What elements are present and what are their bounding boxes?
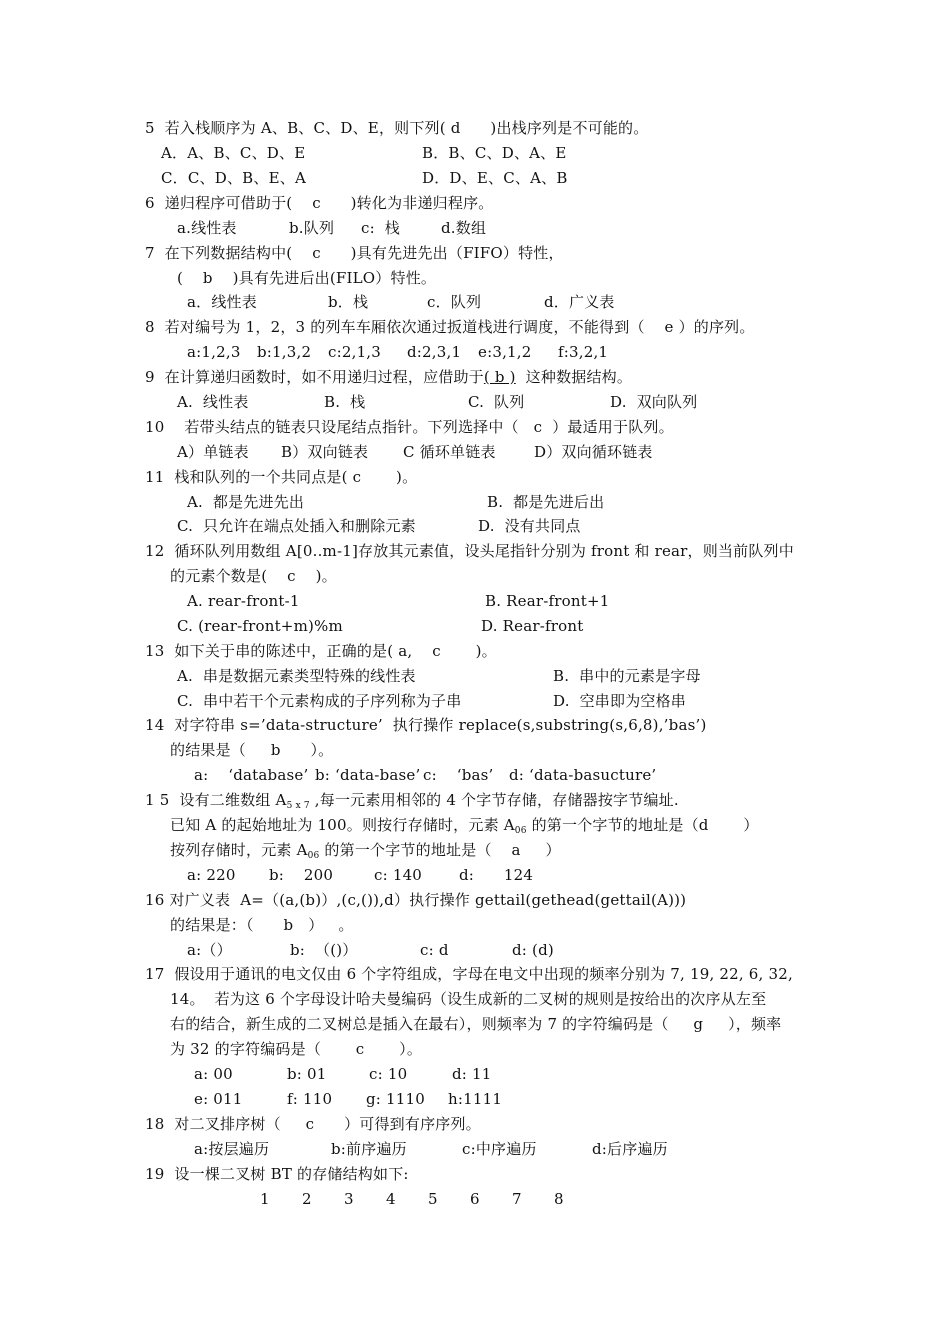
question-17-stem-line-1: 17 假设用于通讯的电文仅由 6 个字符组成，字母在电文中出现的频率分别为 7, 19, 22, 6, 32, [145, 965, 793, 983]
question-18-option-a: a:按层遍历 [194, 1140, 270, 1158]
question-15-row-tail: 的第一个字节的地址是（d ） [526, 816, 759, 834]
question-12-stem: 12 循环队列用数组 A[0..m-1]存放其元素值，设头尾指针分别为 front 和 rear，则当前队列中 [145, 542, 794, 560]
question-15-option-c: c: 140 [374, 866, 423, 884]
question-13-option-d: D. 空串即为空格串 [553, 692, 686, 710]
question-5-stem: 5 若入栈顺序为 A、B、C、D、E，则下列( d )出栈序列是不可能的。 [145, 119, 649, 137]
question-8-option-f: f:3,2,1 [558, 343, 609, 361]
question-19-index-3: 3 [344, 1190, 354, 1208]
question-9-option-d: D. 双向队列 [610, 393, 698, 411]
question-8-stem: 8 若对编号为 1，2，3 的列车车厢依次通过扳道栈进行调度，不能得到（ e ）的序列。 [145, 318, 755, 336]
question-11-option-c: C. 只允许在端点处插入和删除元素 [177, 517, 416, 535]
question-6-option-c: c: 栈 [361, 219, 400, 237]
question-9-option-b: B. 栈 [324, 393, 366, 411]
question-9-option-a: A. 线性表 [177, 393, 249, 411]
question-10-option-c: C 循环单链表 [403, 443, 496, 461]
question-16-option-b: b: （()） [290, 941, 358, 959]
question-13-option-a: A. 串是数据元素类型特殊的线性表 [177, 667, 416, 685]
question-11-option-d: D. 没有共同点 [478, 517, 581, 535]
question-10-stem: 10 若带头结点的链表只设尾结点指针。下列选择中（ c ）最适用于队列。 [145, 418, 674, 436]
question-6-option-d: d.数组 [441, 219, 487, 237]
question-18-option-d: d:后序遍历 [592, 1140, 668, 1158]
question-15-option-b: b: 200 [269, 866, 334, 884]
question-17-option-g: g: 1110 [366, 1090, 425, 1108]
question-15-col-major [170, 840, 561, 866]
question-10-option-d: D）双向循环链表 [534, 443, 653, 461]
question-9-option-c: C. 队列 [468, 393, 525, 411]
question-9-stem-text: 9 在计算递归函数时，如不用递归过程，应借助于 [145, 368, 484, 386]
question-19-index-1: 1 [260, 1190, 270, 1208]
question-5-option-a: A．A、B、C、D、E [161, 144, 306, 162]
question-10-option-a: A）单链表 [177, 443, 249, 461]
question-17-stem-line-3: 右的结合，新生成的二叉树总是插入在最右），则频率为 7 的字符编码是（ g ），频率 [170, 1015, 782, 1033]
question-7-stem-continued: ( b )具有先进后出(FILO）特性。 [177, 269, 437, 287]
question-8-option-c: c:2,1,3 [328, 343, 382, 361]
question-11-stem: 11 栈和队列的一个共同点是( c )。 [145, 468, 418, 486]
question-19-index-8: 8 [554, 1190, 564, 1208]
question-7-option-a: a．线性表 [187, 293, 257, 311]
question-7-option-d: d．广义表 [544, 293, 615, 311]
question-15-stem-text: 1 5 设有二维数组 A [145, 791, 287, 809]
question-18-option-c: c:中序遍历 [462, 1140, 537, 1158]
question-8-option-d: d:2,3,1 [407, 343, 462, 361]
question-5-option-d: D．D、E、C、A、B [422, 169, 568, 187]
question-12-option-d: D. Rear-front [481, 617, 584, 635]
question-16-option-c: c: d [420, 941, 449, 959]
question-17-option-b: b: 01 [287, 1065, 327, 1083]
question-17-option-c: c: 10 [369, 1065, 408, 1083]
question-14-option-b: b: ‘data-base’ [315, 766, 421, 784]
question-15-stem-tail: ,每一元素用相邻的 4 个字节存储，存储器按字节编址. [309, 791, 679, 809]
question-8-option-b: b:1,3,2 [257, 343, 312, 361]
question-12-stem-continued: 的元素个数是( c )。 [170, 567, 337, 585]
question-9-stem [145, 367, 632, 387]
question-19-stem: 19 设一棵二叉树 BT 的存储结构如下: [145, 1165, 409, 1183]
question-14-option-a: a: ‘database’ [194, 766, 309, 784]
question-14-option-c: c: ‘bas’ [423, 766, 494, 784]
question-13-option-b: B. 串中的元素是字母 [553, 667, 701, 685]
question-15-row-subscript: 06 [514, 826, 527, 836]
question-15-option-a: a: 220 [187, 866, 236, 884]
question-11-option-b: B. 都是先进后出 [487, 493, 605, 511]
question-7-option-b: b．栈 [328, 293, 369, 311]
question-17-option-h: h:1111 [448, 1090, 503, 1108]
question-16-stem-continued: 的结果是：（ b ） 。 [170, 916, 354, 934]
question-7-option-c: c．队列 [427, 293, 482, 311]
question-6-option-a: a.线性表 [177, 219, 237, 237]
question-11-option-a: A. 都是先进先出 [187, 493, 305, 511]
question-8-option-e: e:3,1,2 [478, 343, 532, 361]
question-15-col-text: 按列存储时，元素 A [170, 841, 308, 859]
question-17-option-f: f: 110 [287, 1090, 333, 1108]
question-15-row-major [170, 815, 759, 841]
question-15-row-text: 已知 A 的起始地址为 100。则按行存储时，元素 A [170, 816, 515, 834]
question-14-stem-continued: 的结果是（ b ）。 [170, 741, 334, 759]
question-19-index-4: 4 [386, 1190, 396, 1208]
question-6-option-b: b.队列 [289, 219, 335, 237]
question-15-col-subscript: 06 [307, 851, 320, 861]
question-17-option-e: e: 011 [194, 1090, 243, 1108]
question-8-option-a: a:1,2,3 [187, 343, 241, 361]
question-5-option-c: C．C、D、B、E、A [161, 169, 306, 187]
question-17-stem-line-4: 为 32 的字符编码是（ c ）。 [170, 1040, 423, 1058]
question-7-stem: 7 在下列数据结构中( c )具有先进先出（FIFO）特性， [145, 244, 564, 262]
question-6-stem: 6 递归程序可借助于( c )转化为非递归程序。 [145, 194, 494, 212]
question-10-option-b: B）双向链表 [281, 443, 369, 461]
question-19-index-6: 6 [470, 1190, 480, 1208]
question-19-index-2: 2 [302, 1190, 312, 1208]
question-17-option-a: a: 00 [194, 1065, 233, 1083]
question-5-option-b: B．B、C、D、A、E [422, 144, 567, 162]
question-15-option-d: d: 124 [459, 866, 534, 884]
question-12-option-a: A. rear-front-1 [187, 592, 300, 610]
question-12-option-c: C. (rear-front+m)%m [177, 617, 343, 635]
question-14-stem: 14 对字符串 s=’data-structure’ 执行操作 replace(s,substring(s,6,8),’bas’) [145, 716, 707, 734]
question-16-stem: 16 对广义表 A=（(a,(b)）,(c,()),d）执行操作 gettail(gethead(gettail(A))) [145, 891, 687, 909]
question-15-col-tail: 的第一个字节的地址是（ a ） [319, 841, 561, 859]
question-16-option-d: d: (d) [512, 941, 554, 959]
question-13-stem: 13 如下关于串的陈述中，正确的是( a, c )。 [145, 642, 497, 660]
question-17-option-d: d: 11 [452, 1065, 492, 1083]
question-14-option-d: d: ‘data-basucture’ [509, 766, 657, 784]
question-13-option-c: C. 串中若干个元素构成的子序列称为子串 [177, 692, 462, 710]
question-15-array-dims: 5 x 7 [286, 801, 310, 811]
question-9-answer: ( b ) [483, 368, 516, 386]
question-17-stem-line-2: 14。 若为这 6 个字母设计哈夫曼编码（设生成新的二叉树的规则是按给出的次序从左至 [170, 990, 767, 1008]
question-9-stem-tail: 这种数据结构。 [515, 368, 633, 386]
question-15-stem [145, 790, 679, 816]
question-19-index-7: 7 [512, 1190, 522, 1208]
question-16-option-a: a:（） [187, 941, 232, 959]
question-18-option-b: b:前序遍历 [331, 1140, 407, 1158]
question-19-index-5: 5 [428, 1190, 438, 1208]
question-18-stem: 18 对二叉排序树（ c ）可得到有序序列。 [145, 1115, 481, 1133]
question-12-option-b: B. Rear-front+1 [485, 592, 610, 610]
